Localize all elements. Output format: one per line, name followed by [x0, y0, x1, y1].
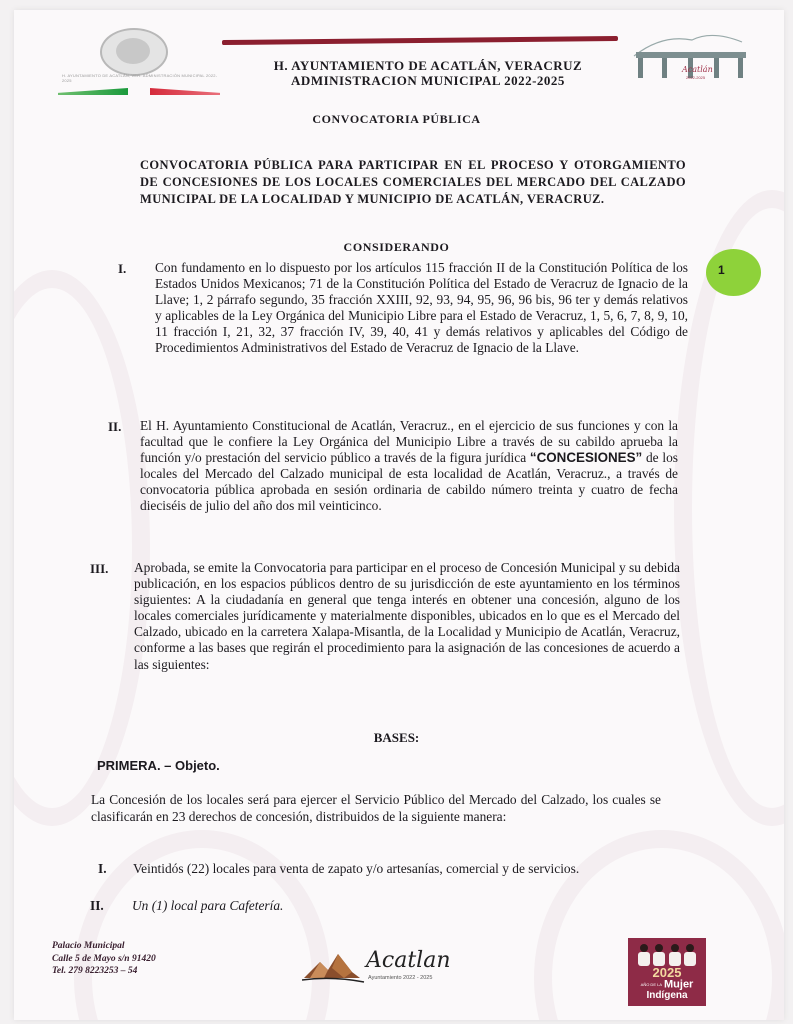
item-number: II. — [90, 898, 104, 913]
badge-small: AÑO DE LA — [640, 982, 662, 987]
footer-address — [52, 940, 156, 978]
badge-line2: Indígena — [646, 990, 688, 1001]
page-number: 1 — [718, 263, 725, 277]
primera-paragraph: La Concesión de los locales será para ejercer el Servicio Público del Mercado del Calzado, los cuales se clasificarán en 23 derechos de concesión, distribuidos de la siguiente manera: — [91, 792, 661, 824]
item-text: Un (1) local para Cafetería. — [132, 898, 284, 913]
considerando-heading: CONSIDERANDO — [343, 240, 450, 254]
arch-logo-icon — [632, 26, 758, 82]
acatlan-logo — [302, 948, 462, 988]
document-subtitle: CONVOCATORIA PÚBLICA — [312, 112, 481, 126]
logo-name: Acatlan — [366, 948, 451, 973]
item-text-after: de los locales del Mercado del Calzado municipal de esta localidad de Acatlán, Veracruz., a través de convocatoria pública aprobada en sesión ordinaria de cabildo número treinta y cuatro de fecha dieciséis de julio del año dos mil veinticinco. — [140, 450, 678, 514]
arch-logo-text: Acatlán — [682, 65, 713, 74]
badge-year: 2025 — [652, 965, 682, 980]
concesiones-bold: “CONCESIONES” — [529, 450, 643, 466]
page-number-badge — [706, 249, 761, 296]
item-number: II. — [108, 419, 122, 434]
women-figures-icon — [634, 942, 700, 966]
header-title — [238, 58, 618, 88]
item-text: Veintidós (22) locales para venta de zapato y/o artesanías, comercial y de servicios. — [133, 861, 580, 876]
arch-logo-years: 2022-2025 — [686, 75, 706, 80]
mujer-indigena-badge — [628, 938, 706, 1006]
seal-caption: H. AYUNTAMIENTO DE ACATLÁN, VER. ADMINISTRACIÓN MUNICIPAL 2022-2025 — [62, 73, 218, 83]
address-line: Palacio Municipal — [52, 941, 125, 951]
address-line: Calle 5 de Mayo s/n 91420 — [52, 953, 156, 964]
item-text-before: El H. Ayuntamiento Constitucional de Acatlán, Veracruz., en el ejercicio de sus funciones y con la facultad que le confiere la Ley Orgánica del Municipio Libre a través de su cabildo aprueba la función y/o prestación del servicio público a través de la figura jurídica — [140, 418, 678, 466]
bases-heading: BASES: — [373, 730, 420, 745]
item-text: Con fundamento en lo dispuesto por los artículos 115 fracción II de la Constitución Política de los Estados Unidos Mexicanos; 71 de la Constitución Política del Estado de Veracruz de Ignacio de la Llave; 1, 2 párrafo segundo, 35 fracción XXIII, 92, 93, 94, 95, 96, 96 bis, 96 ter y demás relativos y aplicables de la Ley Orgánica del Municipio Libre para el Estado de Veracruz, 1, 5, 6, 7, 8, 9, 10, 11 fracción I, 21, 32, 37 fracción IV, 39, 40, 41 y demás relativos y aplicables del Código de Procedimientos Administrativos del Estado de Veracruz de Ignacio de la Llave. — [155, 260, 688, 356]
item-number: I. — [118, 261, 127, 276]
watermark-ornament — [74, 830, 330, 1020]
national-seal-icon — [100, 28, 168, 76]
item-number: I. — [98, 861, 107, 876]
primera-heading: PRIMERA. – Objeto. — [97, 758, 220, 773]
item-number: III. — [90, 561, 109, 576]
item-text — [140, 418, 678, 515]
header-title-line2: ADMINISTRACION MUNICIPAL 2022-2025 — [291, 73, 565, 88]
badge-line1 — [628, 979, 706, 990]
header-title-line1: H. AYUNTAMIENTO DE ACATLÁN, VERACRUZ — [273, 58, 583, 73]
logo-subtitle: Ayuntamiento 2022 - 2025 — [368, 975, 433, 981]
item-text: Aprobada, se emite la Convocatoria para participar en el proceso de Concesión Municipal y su debida publicación, en los espacios públicos dentro de su jurisdicción de este ayuntamiento en los términos siguientes: A la ciudadanía en general que tenga interés en obtener una concesión, alguno de los locales comerciales jurídicamente y materialmente disponibles, ubicados en lo que es el Mercado del Calzado, ubicado en la carretera Xalapa-Misantla, de la Localidad y Municipio de Acatlán, Veracruz, conforme a las bases que regirán el procedimiento para la asignación de las concesiones de acuerdo a las siguientes: — [134, 560, 680, 672]
document-main-title: CONVOCATORIA PÚBLICA PARA PARTICIPAR EN EL PROCESO Y OTORGAMIENTO DE CONCESIONES DE LOS LOCALES COMERCIALES DEL MERCADO DEL CALZADO MUNICIPAL DE LA LOCALIDAD Y MUNICIPIO DE ACATLÁN, VERACRUZ. — [140, 158, 686, 206]
badge-mujer: Mujer — [664, 978, 694, 991]
mountains-icon — [302, 952, 366, 984]
address-line: Tel. 279 8223253 – 54 — [52, 966, 138, 976]
